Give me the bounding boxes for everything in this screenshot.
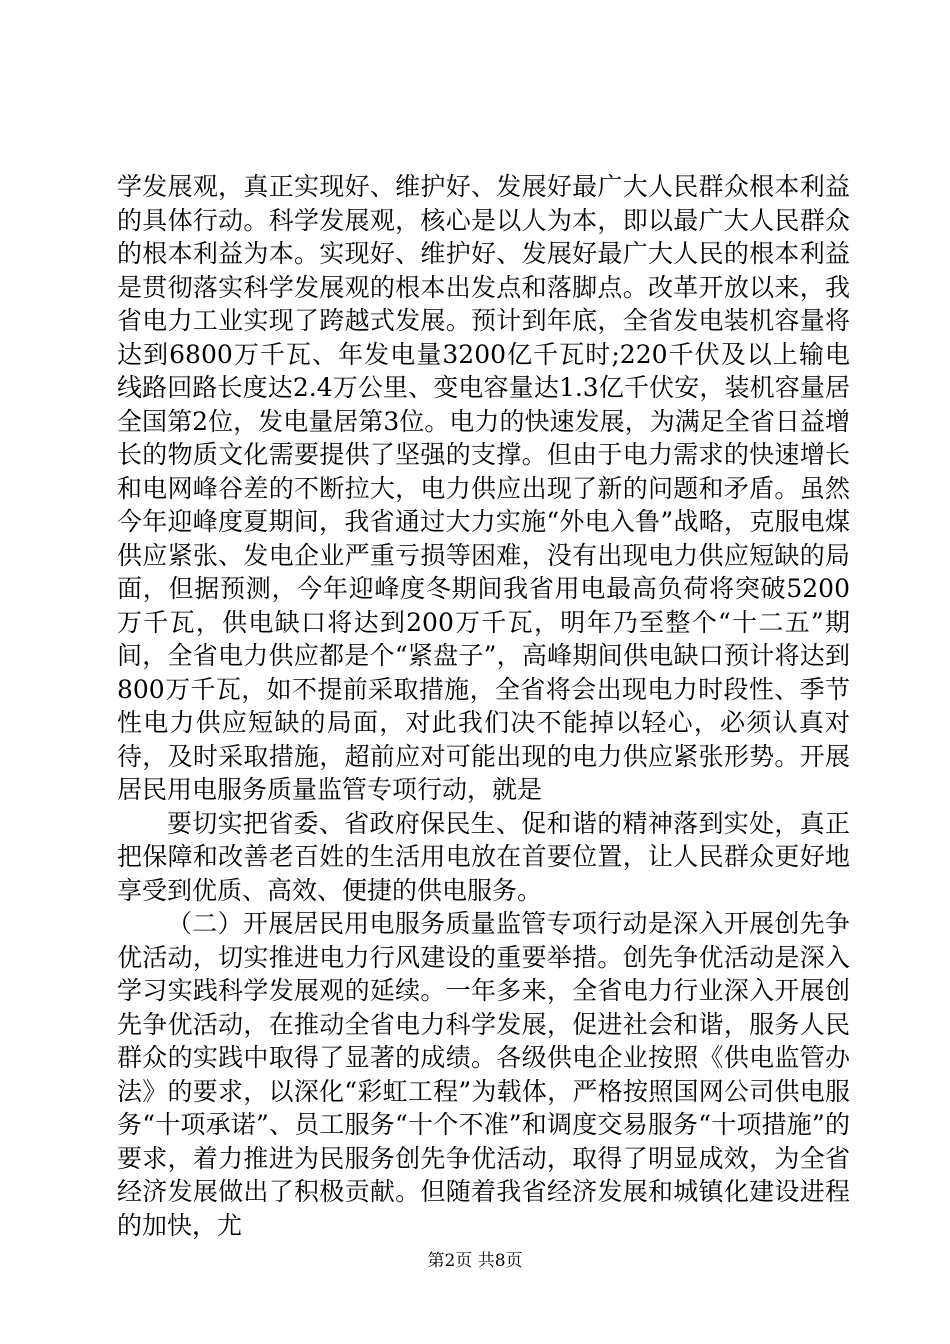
paragraph-2: 要切实把省委、省政府保民生、促和谐的精神落到实处，真正把保障和改善老百姓的生活用电放在首要位置，让人民群众更好地享受到优质、高效、便捷的供电服务。 [117, 808, 850, 905]
document-body [117, 170, 850, 1242]
paragraph-3: （二）开展居民用电服务质量监管专项行动是深入开展创先争优活动，切实推进电力行风建设的重要举措。创先争优活动是深入学习实践科学发展观的延续。一年多来，全省电力行业深入开展创先争优活动，在推动全省电力科学发展，促进社会和谐，服务人民群众的实践中取得了显著的成绩。各级供电企业按照《供电监管办法》的要求，以深化“彩虹工程”为载体，严格按照国网公司供电服务“十项承诺”、员工服务“十个不准”和调度交易服务“十项措施”的要求，着力推进为民服务创先争优活动，取得了明显成效，为全省经济发展做出了积极贡献。但随着我省经济发展和城镇化建设进程的加快，尤 [117, 909, 850, 1240]
page-number-footer: 第2页 共8页 [427, 1251, 523, 1271]
paragraph-1: 学发展观，真正实现好、维护好、发展好最广大人民群众根本利益的具体行动。科学发展观，核心是以人为本，即以最广大人民群众的根本利益为本。实现好、维护好、发展好最广大人民的根本利益是贯彻落实科学发展观的根本出发点和落脚点。改革开放以来，我省电力工业实现了跨越式发展。预计到年底，全省发电装机容量将达到6800万千瓦、年发电量3200亿千瓦时;220千伏及以上输电线路回路长度达2.4万公里、变电容量达1.3亿千伏安，装机容量居全国第2位，发电量居第3位。电力的快速发展，为满足全省日益增长的物质文化需要提供了坚强的支撑。但由于电力需求的快速增长和电网峰谷差的不断拉大，电力供应出现了新的问题和矛盾。虽然今年迎峰度夏期间，我省通过大力实施“外电入鲁”战略，克服电煤供应紧张、发电企业严重亏损等困难，没有出现电力供应短缺的局面，但据预测，今年迎峰度冬期间我省用电最高负荷将突破5200万千瓦，供电缺口将达到200万千瓦，明年乃至整个“十二五”期间，全省电力供应都是个“紧盘子”，高峰期间供电缺口预计将达到800万千瓦，如不提前采取措施，全省将会出现电力时段性、季节性电力供应短缺的局面，对此我们决不能掉以轻心，必须认真对待，及时采取措施，超前应对可能出现的电力供应紧张形势。开展居民用电服务质量监管专项行动，就是 [117, 172, 850, 804]
